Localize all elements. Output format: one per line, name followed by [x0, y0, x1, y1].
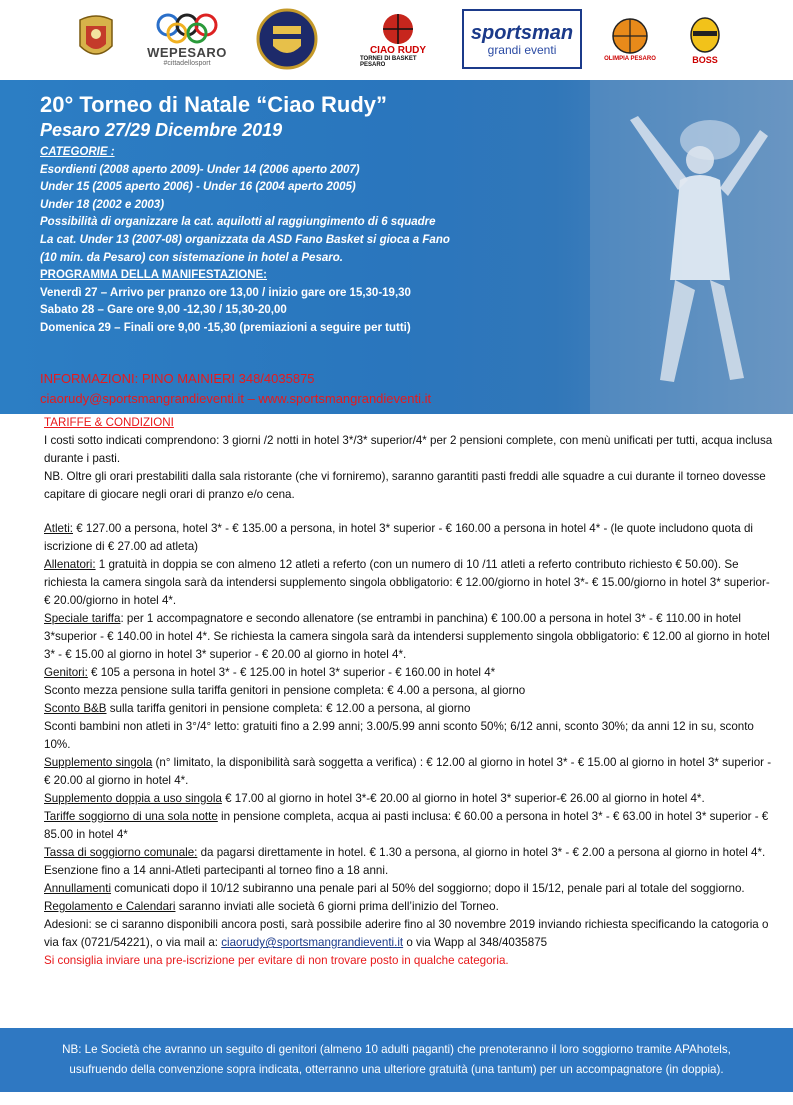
comune-pesaro-logo — [68, 4, 124, 74]
category-line: (10 min. da Pesaro) con sistemazione in hotel a Pesaro. — [40, 251, 343, 264]
basketball-icon — [368, 11, 428, 45]
tassa-label: Tassa di soggiorno comunale: — [44, 846, 198, 859]
sconto-mezza-paragraph: Sconto mezza pensione sulla tariffa genitori in pensione completa: € 4.00 a persona, al giorno — [44, 684, 526, 697]
wepesaro-logo — [142, 4, 232, 74]
wepesaro-sub: #cittadellosport — [163, 60, 211, 67]
category-line: Under 15 (2005 aperto 2006) - Under 16 (2004 aperto 2005) — [40, 181, 356, 194]
category-line: Under 18 (2002 e 2003) — [40, 198, 165, 211]
sportsman-box — [462, 9, 582, 69]
supp-singola-text: (n° limitato, la disponibilità sarà soggetta a verifica) : € 12.00 al giorno in hotel 3* - € 15.00 al giorno in hotel 3* superior - € 20.00 al giorno in hotel 4*. — [44, 756, 772, 787]
sconti-bambini-paragraph: Sconti bambini non atleti in 3°/4° letto: gratuiti fino a 2.99 anni; 3.00/5.99 anni sconto 50%; 6/12 anni, sconto 30%; da anni 12 in su, sconto 10%. — [44, 720, 754, 751]
olimpia-ball-icon — [610, 16, 650, 56]
footer-line: usufruendo della convenzione sopra indicata, otterranno una ulteriore gratuità (una tantum) per un accompagnatore (in doppia). — [69, 1063, 724, 1076]
supp-singola-paragraph — [44, 754, 774, 790]
adesioni-text: Adesioni: se ci saranno disponibili ancora posti, sarà possibile aderire fino al 30 novembre 2019 inviando richiesta specificando la catogoria o via fax (0721/54221), o via mail a: — [44, 918, 769, 949]
categories-block — [40, 144, 600, 338]
tariffe-notte-paragraph — [44, 808, 774, 844]
crest-icon — [256, 8, 318, 70]
tariffe-heading: TARIFFE & CONDIZIONI — [44, 416, 174, 429]
sportsman-title: sportsman — [470, 21, 574, 44]
speciale-text: : per 1 accompagnatore e secondo allenatore (se entrambi in panchina) € 100.00 a persona in hotel 3* - € 110.00 in hotel 3*superior - € 140.00 in hotel 4*. Se richiesta la camera singola sarà da intendersi supplemento singola obbligatorio: € 12.00 al giorno in hotel 3* - € 15.00 al giorno in hotel 3* superior - € 20.00 al giorno in hotel 4*. — [44, 612, 770, 661]
tassa-text: da pagarsi direttamente in hotel. € 1.30 a persona, al giorno in hotel 3* - € 2.00 a persona al giorno in hotel 4*. Esenzione fino a 14 anni-Atleti partecipanti al torneo fino a 18 anni. — [44, 846, 766, 877]
tassa-paragraph — [44, 844, 774, 880]
ciao-rudy-label: CIAO RUDY — [369, 44, 427, 56]
event-dates: Pesaro 27/29 Dicembre 2019 — [40, 120, 283, 140]
annullamenti-label: Annullamenti — [44, 882, 112, 895]
sconto-bb-label: Sconto B&B — [44, 702, 107, 715]
boss-label: BOSS — [692, 55, 718, 65]
annullamenti-text: comunicati dopo il 10/12 subiranno una penale pari al 50% del soggiorno; dopo il 15/12, penale pari al totale del soggiorno. — [111, 882, 745, 895]
category-line: Esordienti (2008 aperto 2009)- Under 14 (2006 aperto 2007) — [40, 163, 360, 176]
supp-singola-label: Supplemento singola — [44, 756, 153, 769]
contact-links[interactable]: ciaorudy@sportsmangrandieventi.it – www.sportsmangrandieventi.it — [40, 391, 432, 406]
tariffe-notte-text: in pensione completa, acqua ai pasti inclusa: € 60.00 a persona in hotel 3* - € 63.00 in hotel 3* superior - € 85.00 in hotel 4* — [44, 810, 769, 841]
adesioni-paragraph — [44, 916, 774, 952]
supp-doppia-paragraph — [44, 790, 774, 808]
adesioni-email-link[interactable]: ciaorudy@sportsmangrandieventi.it — [221, 936, 404, 949]
category-line: La cat. Under 13 (2007-08) organizzata da ASD Fano Basket si gioca a Fano — [40, 233, 450, 246]
event-title: 20° Torneo di Natale “Ciao Rudy” — [40, 92, 388, 117]
mascot-icon — [687, 13, 723, 55]
programma-line: Sabato 28 – Gare ore 9,00 -12,30 / 15,30-20,00 — [40, 304, 287, 317]
speciale-paragraph — [44, 610, 774, 664]
sportsman-logo — [462, 4, 582, 74]
sportsman-sub: grandi eventi — [487, 42, 557, 57]
programma-line: Venerdì 27 – Arrivo per pranzo ore 13,00 / inizio gare ore 15,30-19,30 — [40, 286, 411, 299]
sconto-bb-paragraph — [44, 700, 774, 718]
player-photo — [590, 80, 793, 414]
coat-of-arms-icon — [72, 10, 120, 68]
tariffe-notte-label: Tariffe soggiorno di una sola notte — [44, 810, 218, 823]
intro-paragraph: I costi sotto indicati comprendono: 3 giorni /2 notti in hotel 3*/3* superior/4* per 2 pensioni complete, con menù unificati per tutti, acqua inclusa durante i pasti. — [44, 434, 773, 465]
regolamento-paragraph — [44, 898, 774, 916]
categories-label: CATEGORIE : — [40, 146, 115, 158]
category-line: Possibilità di organizzare la cat. aquilotti al raggiungimento di 6 squadre — [40, 216, 436, 229]
atleti-label: Atleti: — [44, 522, 73, 535]
boss-logo — [680, 4, 730, 74]
sponsor-logos — [0, 0, 793, 80]
crest-logo — [252, 4, 322, 74]
olympic-rings-icon — [154, 11, 220, 45]
supp-doppia-text: € 17.00 al giorno in hotel 3*-€ 20.00 al giorno in hotel 3* superior-€ 26.00 al giorno in hotel 4*. — [221, 792, 705, 805]
sconto-bb-text: sulla tariffa genitori in pensione completa: € 12.00 a persona, al giorno — [106, 702, 471, 715]
genitori-label: Genitori: — [44, 666, 88, 679]
olimpia-logo — [600, 4, 660, 74]
consiglio-paragraph: Si consiglia inviare una pre-iscrizione per evitare di non trovare posto in qualche categoria. — [44, 954, 509, 967]
ciao-rudy-logo — [360, 4, 436, 74]
regolamento-label: Regolamento e Calendari — [44, 900, 176, 913]
tariffe-section — [44, 414, 774, 970]
programma-label: PROGRAMMA DELLA MANIFESTAZIONE: — [40, 269, 268, 282]
footer-line: NB: Le Società che avranno un seguito di genitori (almeno 10 adulti paganti) che prenoteranno il loro soggiorno tramite APAhotels, — [62, 1043, 731, 1056]
footer-note — [0, 1028, 793, 1092]
atleti-paragraph — [44, 520, 774, 556]
wepesaro-label: WEPESARO — [147, 45, 227, 60]
genitori-paragraph — [44, 664, 774, 682]
olimpia-label: OLIMPIA PESARO — [604, 56, 656, 62]
allenatori-paragraph — [44, 556, 774, 610]
atleti-text: € 127.00 a persona, hotel 3* - € 135.00 a persona, in hotel 3* superior - € 160.00 a persona in hotel 4* - (le quote includono quota di iscrizione di € 27.00 ad atleta) — [44, 522, 754, 553]
ciao-rudy-sub: TORNEI DI BASKET PESARO — [360, 55, 417, 68]
genitori-text: € 105 a persona in hotel 3* - € 125.00 in hotel 3* superior - € 160.00 in hotel 4* — [87, 666, 496, 679]
allenatori-label: Allenatori: — [44, 558, 96, 571]
regolamento-text: saranno inviati alle società 6 giorni prima dell’inizio del Torneo. — [175, 900, 499, 913]
event-header — [0, 80, 793, 414]
speciale-label: Speciale tariffa — [44, 612, 121, 625]
annullamenti-paragraph — [44, 880, 774, 898]
allenatori-text: 1 gratuità in doppia se con almeno 12 atleti a referto (con un numero di 10 /11 atleti a referto contributo richiesto € 50.00). Se richiesta la camera singola sarà da intendersi supplemento singola obbligatorio: € 12.00/giorno in hotel 3*- € 15.00/giorno in hotel 3* superior- € 20.00/giorno in hotel 4*. — [44, 558, 770, 607]
programma-line: Domenica 29 – Finali ore 9,00 -15,30 (premiazioni a seguire per tutti) — [40, 321, 411, 334]
adesioni-text-end: o via Wapp al 348/4035875 — [403, 936, 548, 949]
nb-paragraph: NB. Oltre gli orari prestabiliti dalla sala ristorante (che vi forniremo), saranno garantiti pasti freddi alle squadre a cui durante il torneo dovesse capitare di giocare negli orari di pranzo e/o cena. — [44, 470, 766, 501]
info-contact: INFORMAZIONI: PINO MAINIERI 348/4035875 — [40, 371, 315, 386]
supp-doppia-label: Supplemento doppia a uso singola — [44, 792, 222, 805]
